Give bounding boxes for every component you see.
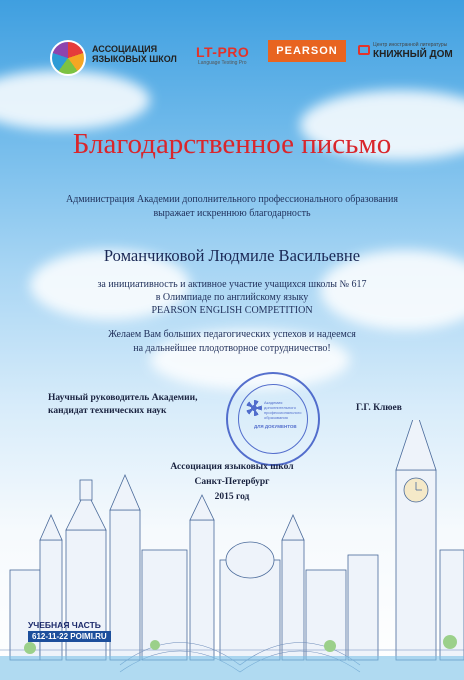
ltpro-tagline: Language Testing Pro bbox=[198, 60, 247, 66]
signature-role-line-2: кандидат технических наук bbox=[48, 406, 167, 416]
certificate-title: Благодарственное письмо bbox=[72, 128, 392, 160]
bookhouse-logo: КНИЖНЫЙ ДОМ bbox=[373, 49, 453, 60]
header-logos bbox=[20, 30, 453, 88]
bookhouse-tagline: Центр иностранной литературы bbox=[373, 42, 448, 48]
stamp-flower-icon bbox=[246, 400, 262, 416]
signature-block bbox=[48, 392, 238, 418]
footer-phone: 612-11-22 POIMI.RU bbox=[28, 631, 111, 642]
wish-line-1: Желаем Вам больших педагогических успехов и надеемся bbox=[108, 329, 356, 340]
pearson-logo: PEARSON bbox=[268, 40, 346, 62]
intro-line-2: выражает искреннюю благодарность bbox=[153, 208, 311, 219]
association-flower-icon bbox=[50, 40, 86, 76]
stamp-center-text: Академия дополнительного профессионального образования bbox=[264, 400, 302, 420]
signature-role-line-1: Научный руководитель Академии, bbox=[48, 393, 198, 403]
signatory-name: Г.Г. Клюев bbox=[356, 403, 402, 413]
reason-line-1: за инициативность и активное участие учащихся школы № 617 bbox=[97, 279, 367, 290]
ltpro-logo: LT-PRO bbox=[196, 44, 250, 60]
org-city: Санкт-Петербург bbox=[194, 477, 270, 487]
official-stamp bbox=[226, 372, 320, 466]
footer-label: УЧЕБНАЯ ЧАСТЬ bbox=[28, 620, 101, 630]
reason-line-3: PEARSON ENGLISH COMPETITION bbox=[151, 305, 313, 316]
recipient-name: Романчиковой Людмиле Васильевне bbox=[103, 246, 361, 265]
book-icon bbox=[358, 45, 370, 55]
intro-line-1: Администрация Академии дополнительного профессионального образования bbox=[66, 194, 398, 205]
org-name: Ассоциация языковых школ bbox=[170, 462, 294, 472]
association-logo-text: АССОЦИАЦИЯ ЯЗЫКОВЫХ ШКОЛ bbox=[92, 44, 177, 64]
org-year: 2015 год bbox=[214, 492, 250, 502]
reason-line-2: в Олимпиаде по английскому языку bbox=[155, 292, 309, 303]
wish-line-2: на дальнейшее плодотворное сотрудничество! bbox=[133, 343, 331, 354]
association-logo bbox=[32, 38, 182, 88]
stamp-bottom-text: ДЛЯ ДОКУМЕНТОВ bbox=[254, 424, 297, 429]
